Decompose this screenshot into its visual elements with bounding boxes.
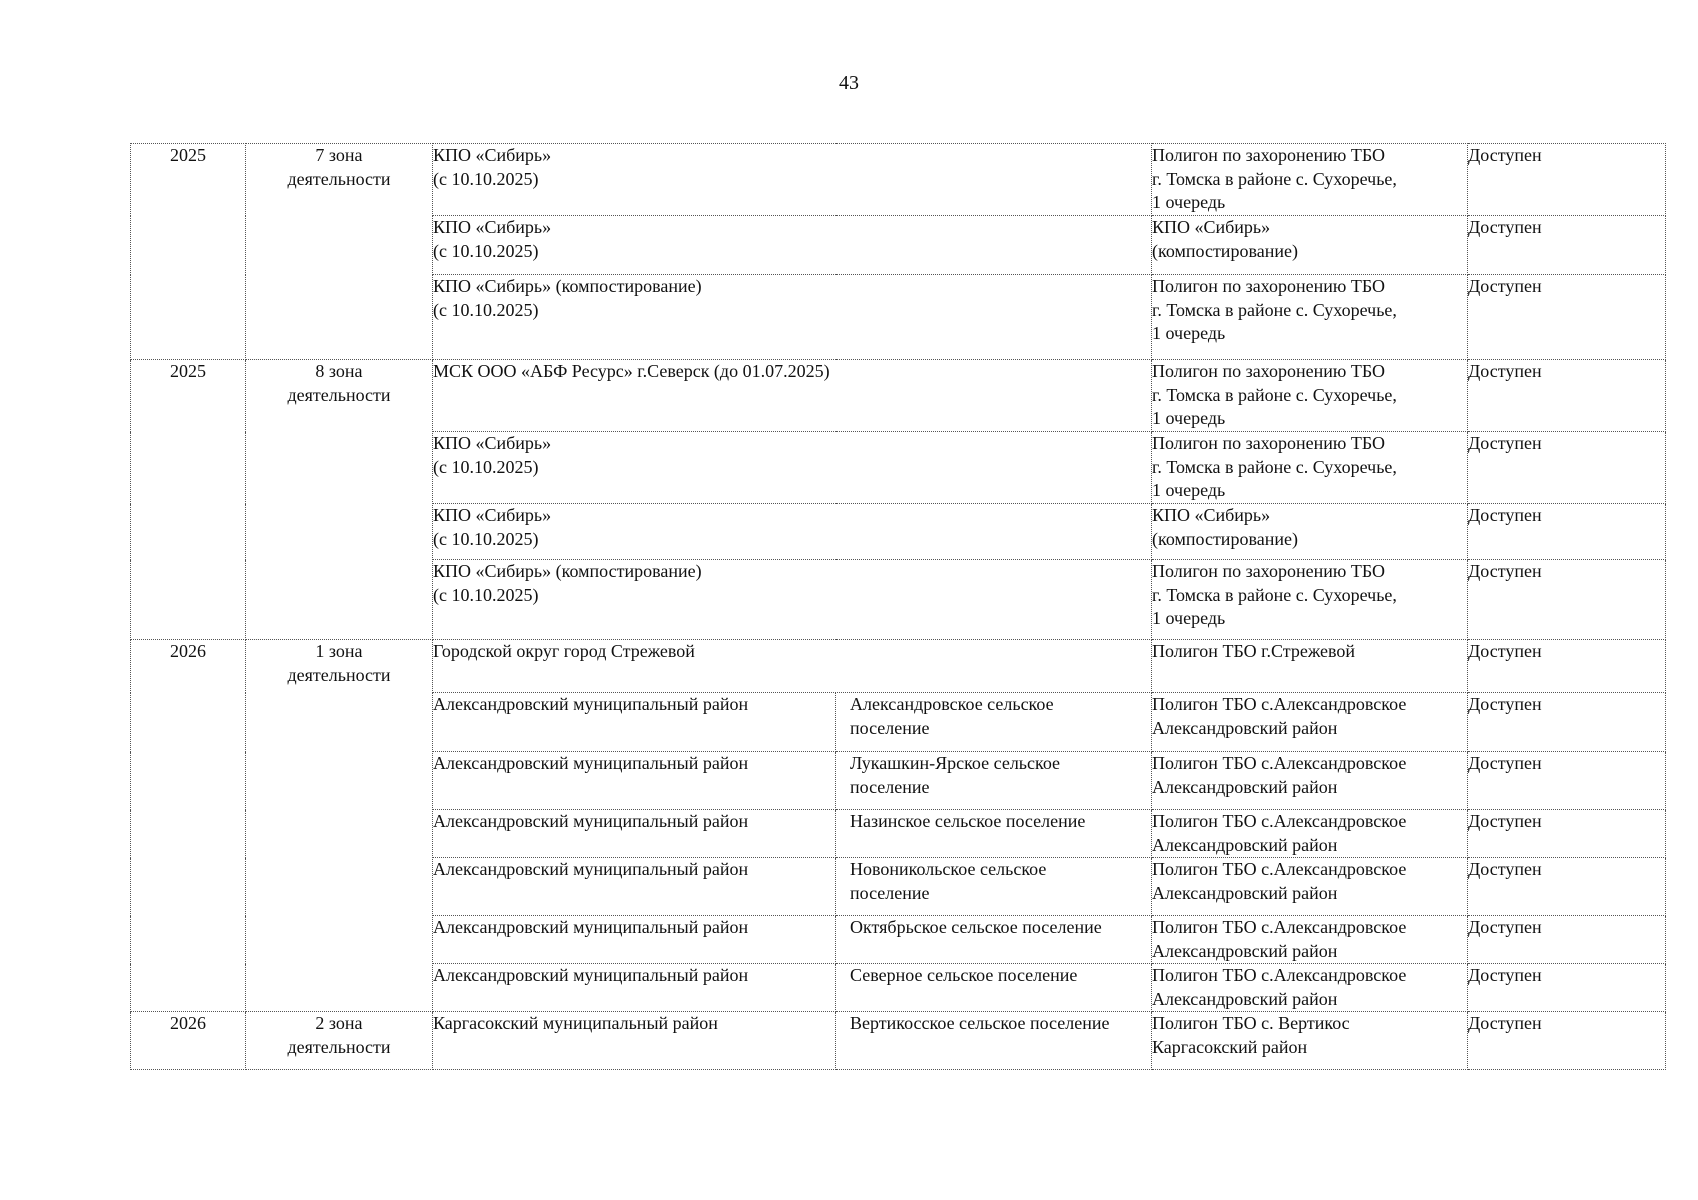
district-text: Александровский муниципальный район	[433, 965, 749, 985]
zone-text: деятельности	[287, 384, 391, 405]
destination-cell	[1152, 216, 1468, 275]
district-text: Александровский муниципальный район	[433, 694, 749, 714]
source-cell	[433, 216, 1152, 275]
status-text: Доступен	[1468, 917, 1542, 937]
source-text: КПО «Сибирь»	[433, 145, 552, 165]
settlement-text: поселение	[850, 882, 930, 903]
destination-text: Александровский район	[1152, 717, 1338, 738]
district-text: Александровский муниципальный район	[433, 917, 749, 937]
page-number: 43	[839, 72, 859, 94]
destination-text: Полигон по захоронению ТБО	[1152, 145, 1386, 165]
district-text: Александровский муниципальный район	[433, 811, 749, 831]
settlement-cell	[836, 916, 1152, 964]
status-text: Доступен	[1468, 217, 1542, 237]
status-cell	[1468, 752, 1666, 810]
settlement-text: Александровское сельское	[850, 694, 1054, 714]
district-text: Каргасокский муниципальный район	[433, 1013, 718, 1033]
status-cell	[1468, 858, 1666, 916]
destination-text: г. Томска в районе с. Сухоречье,	[1152, 456, 1397, 477]
source-cell	[433, 504, 1152, 560]
zone-text: деятельности	[287, 1036, 391, 1057]
destination-text: Полигон ТБО г.Стрежевой	[1152, 641, 1356, 661]
destination-cell	[1152, 916, 1468, 964]
source-text: (с 10.10.2025)	[433, 240, 539, 261]
status-text: Доступен	[1468, 433, 1542, 453]
year-text: 2025	[170, 145, 206, 165]
destination-text: Александровский район	[1152, 834, 1338, 855]
status-cell	[1468, 640, 1666, 693]
status-cell	[1468, 693, 1666, 752]
status-text: Доступен	[1468, 965, 1542, 985]
year-text: 2025	[170, 361, 206, 381]
destination-text: 1 очередь	[1152, 608, 1226, 628]
destination-text: Полигон по захоронению ТБО	[1152, 433, 1386, 453]
destination-text: 1 очередь	[1152, 480, 1226, 500]
district-cell	[433, 752, 836, 810]
zone-text: 2 зона	[315, 1013, 363, 1033]
source-text: КПО «Сибирь»	[433, 505, 552, 525]
destination-text: г. Томска в районе с. Сухоречье,	[1152, 584, 1397, 605]
status-text: Доступен	[1468, 641, 1542, 661]
destination-text: (компостирование)	[1152, 528, 1298, 549]
destination-cell	[1152, 810, 1468, 858]
settlement-text: Северное сельское поселение	[850, 965, 1078, 985]
destination-cell	[1152, 360, 1468, 432]
status-cell	[1468, 432, 1666, 504]
destination-cell	[1152, 858, 1468, 916]
schema-table	[130, 143, 1666, 1070]
source-text: (с 10.10.2025)	[433, 456, 539, 477]
table-body	[131, 144, 1666, 1070]
destination-cell	[1152, 432, 1468, 504]
destination-text: г. Томска в районе с. Сухоречье,	[1152, 384, 1397, 405]
destination-text: Полигон ТБО с. Вертикос	[1152, 1013, 1350, 1033]
district-cell	[433, 693, 836, 752]
destination-cell	[1152, 640, 1468, 693]
settlement-text: поселение	[850, 776, 930, 797]
source-cell	[433, 275, 1152, 360]
source-text: КПО «Сибирь»	[433, 433, 552, 453]
district-text: Александровский муниципальный район	[433, 859, 749, 879]
destination-text: г. Томска в районе с. Сухоречье,	[1152, 168, 1397, 189]
destination-cell	[1152, 275, 1468, 360]
settlement-cell	[836, 1012, 1152, 1070]
status-text: Доступен	[1468, 1013, 1542, 1033]
source-text: Городской округ город Стрежевой	[433, 641, 695, 661]
status-cell	[1468, 504, 1666, 560]
status-text: Доступен	[1468, 561, 1542, 581]
destination-text: КПО «Сибирь»	[1152, 217, 1271, 237]
source-text: (с 10.10.2025)	[433, 299, 539, 320]
destination-text: Полигон ТБО с.Александровское	[1152, 811, 1407, 831]
zone-cell	[246, 1012, 433, 1070]
year-cell	[131, 1012, 246, 1070]
source-text: (с 10.10.2025)	[433, 528, 539, 549]
status-text: Доступен	[1468, 276, 1542, 296]
zone-cell	[246, 360, 433, 640]
year-cell	[131, 640, 246, 1012]
destination-text: (компостирование)	[1152, 240, 1298, 261]
destination-text: Полигон ТБО с.Александровское	[1152, 917, 1407, 937]
source-cell	[433, 432, 1152, 504]
destination-text: Александровский район	[1152, 776, 1338, 797]
source-cell	[433, 144, 1152, 216]
source-text: КПО «Сибирь»	[433, 217, 552, 237]
source-text: (с 10.10.2025)	[433, 168, 539, 189]
settlement-cell	[836, 752, 1152, 810]
destination-text: Полигон ТБО с.Александровское	[1152, 694, 1407, 714]
status-text: Доступен	[1468, 505, 1542, 525]
source-text: (с 10.10.2025)	[433, 584, 539, 605]
district-cell	[433, 1012, 836, 1070]
destination-text: 1 очередь	[1152, 323, 1226, 343]
status-text: Доступен	[1468, 145, 1542, 165]
status-cell	[1468, 810, 1666, 858]
destination-text: Александровский район	[1152, 988, 1338, 1009]
destination-cell	[1152, 964, 1468, 1012]
status-cell	[1468, 1012, 1666, 1070]
destination-text: Александровский район	[1152, 940, 1338, 961]
destination-cell	[1152, 144, 1468, 216]
district-cell	[433, 810, 836, 858]
destination-cell	[1152, 1012, 1468, 1070]
status-text: Доступен	[1468, 361, 1542, 381]
zone-cell	[246, 144, 433, 360]
destination-text: Полигон по захоронению ТБО	[1152, 561, 1386, 581]
zone-text: 8 зона	[315, 361, 363, 381]
district-cell	[433, 916, 836, 964]
year-text: 2026	[170, 641, 206, 661]
source-cell	[433, 360, 1152, 432]
status-cell	[1468, 216, 1666, 275]
status-cell	[1468, 916, 1666, 964]
status-text: Доступен	[1468, 694, 1542, 714]
settlement-text: Лукашкин-Ярское сельское	[850, 753, 1061, 773]
destination-cell	[1152, 560, 1468, 640]
destination-text: 1 очередь	[1152, 192, 1226, 212]
table-row	[131, 360, 1666, 432]
destination-text: Каргасокский район	[1152, 1036, 1308, 1057]
district-text: Александровский муниципальный район	[433, 753, 749, 773]
settlement-cell	[836, 858, 1152, 916]
zone-text: 1 зона	[315, 641, 363, 661]
table-row	[131, 144, 1666, 216]
source-text: МСК ООО «АБФ Ресурс» г.Северск (до 01.07.2025)	[433, 361, 830, 381]
year-text: 2026	[170, 1013, 206, 1033]
destination-text: Александровский район	[1152, 882, 1338, 903]
district-cell	[433, 858, 836, 916]
settlement-cell	[836, 964, 1152, 1012]
status-cell	[1468, 360, 1666, 432]
destination-cell	[1152, 693, 1468, 752]
zone-text: деятельности	[287, 664, 391, 685]
table-row	[131, 1012, 1666, 1070]
settlement-text: Новоникольское сельское	[850, 859, 1047, 879]
destination-text: Полигон по захоронению ТБО	[1152, 276, 1386, 296]
settlement-text: поселение	[850, 717, 930, 738]
status-cell	[1468, 144, 1666, 216]
destination-text: 1 очередь	[1152, 408, 1226, 428]
zone-text: 7 зона	[315, 145, 363, 165]
destination-cell	[1152, 504, 1468, 560]
year-cell	[131, 144, 246, 360]
status-text: Доступен	[1468, 811, 1542, 831]
district-cell	[433, 964, 836, 1012]
source-cell	[433, 560, 1152, 640]
destination-text: г. Томска в районе с. Сухоречье,	[1152, 299, 1397, 320]
status-cell	[1468, 560, 1666, 640]
destination-text: КПО «Сибирь»	[1152, 505, 1271, 525]
settlement-text: Назинское сельское поселение	[850, 811, 1086, 831]
settlement-cell	[836, 810, 1152, 858]
destination-text: Полигон по захоронению ТБО	[1152, 361, 1386, 381]
source-text: КПО «Сибирь» (компостирование)	[433, 276, 702, 296]
destination-text: Полигон ТБО с.Александровское	[1152, 753, 1407, 773]
settlement-text: Октябрьское сельское поселение	[850, 917, 1102, 937]
source-cell	[433, 640, 1152, 693]
year-cell	[131, 360, 246, 640]
status-cell	[1468, 275, 1666, 360]
table-row	[131, 640, 1666, 693]
zone-cell	[246, 640, 433, 1012]
destination-cell	[1152, 752, 1468, 810]
status-cell	[1468, 964, 1666, 1012]
status-text: Доступен	[1468, 859, 1542, 879]
destination-text: Полигон ТБО с.Александровское	[1152, 965, 1407, 985]
settlement-cell	[836, 693, 1152, 752]
status-text: Доступен	[1468, 753, 1542, 773]
zone-text: деятельности	[287, 168, 391, 189]
source-text: КПО «Сибирь» (компостирование)	[433, 561, 702, 581]
settlement-text: Вертикосское сельское поселение	[850, 1013, 1110, 1033]
destination-text: Полигон ТБО с.Александровское	[1152, 859, 1407, 879]
